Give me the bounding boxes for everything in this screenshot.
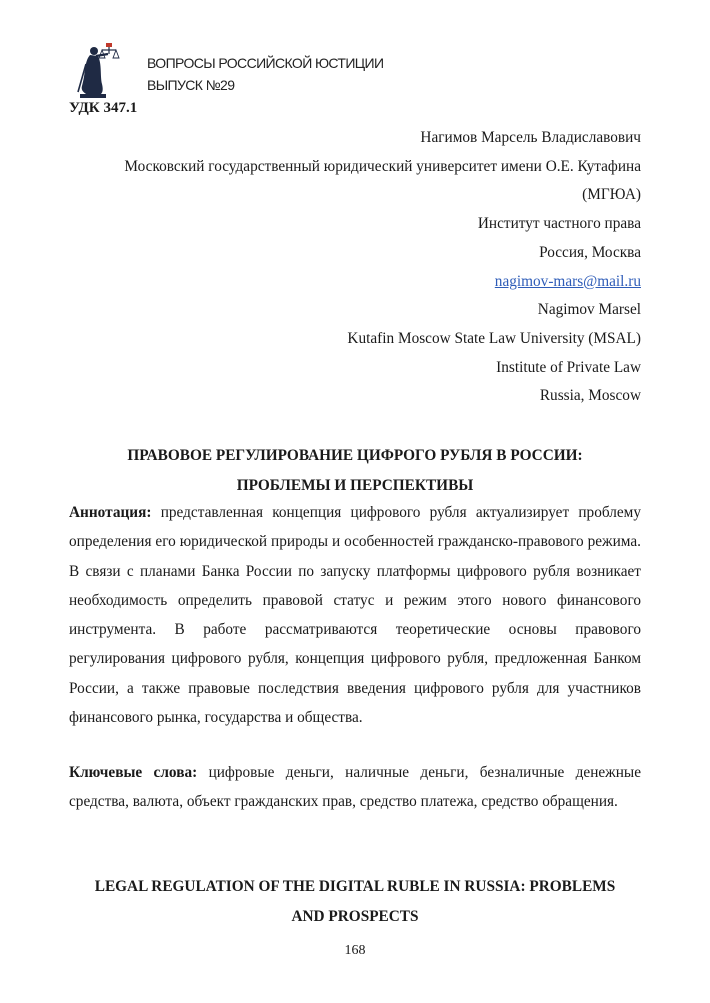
udk-code: УДК 347.1 (69, 100, 138, 116)
university-ru: Московский государственный юридический университет имени О.Е. Кутафина (124, 157, 641, 175)
institute-en: Institute of Private Law (496, 358, 641, 376)
author-name-en: Nagimov Marsel (537, 301, 641, 319)
journal-title: ВОПРОСЫ РОССИЙСКОЙ ЮСТИЦИИ (147, 55, 384, 71)
journal-issue: ВЫПУСК №29 (147, 77, 235, 93)
location-en: Russia, Moscow (539, 387, 641, 405)
abstract-label: Аннотация: (69, 504, 152, 521)
university-ru-abbr: (МГЮА) (582, 186, 641, 204)
author-block (61, 124, 641, 411)
title-en-line2: AND PROSPECTS (291, 907, 419, 925)
keywords-label: Ключевые слова: (69, 764, 198, 781)
author-email-link[interactable]: nagimov-mars@mail.ru (494, 272, 641, 290)
title-ru-line1: ПРАВОВОЕ РЕГУЛИРОВАНИЕ ЦИФРОГО РУБЛЯ В РОССИИ: (127, 447, 583, 464)
institute-ru: Институт частного права (477, 215, 641, 233)
page-number: 168 (344, 943, 366, 958)
article-title-ru (69, 441, 641, 500)
title-en-line1: LEGAL REGULATION OF THE DIGITAL RUBLE IN RUSSIA: PROBLEMS (94, 878, 616, 895)
title-ru-line2: ПРОБЛЕМЫ И ПЕРСПЕКТИВЫ (236, 476, 474, 494)
keywords-text: цифровые деньги, наличные деньги, безналичные денежные средства, валюта, объект гражданских прав, средство платежа, средство обращения. (69, 764, 641, 811)
keywords-paragraph (69, 758, 641, 817)
abstract-text: представленная концепция цифрового рубля актуализирует проблему определения его юридической природы и особенностей гражданско-правового режима. В связи с планами Банка России по запуску платформы цифрового рубля возникает необходимость определить правовой статус и режим этого нового финансового инструмента. В работе рассматриваются теоретические основы правового регулирования цифрового рубля, концепция цифрового рубля, предложенная Банком России, а также правовые последствия введения цифрового рубля для участников финансового рынка, государства и общества. (69, 504, 641, 727)
author-name-ru: Нагимов Марсель Владиславович (420, 129, 641, 146)
themis-justice-icon (72, 42, 124, 100)
article-title-en (69, 872, 641, 931)
location-ru: Россия, Москва (539, 243, 641, 261)
university-en: Kutafin Moscow State Law University (MSAL) (347, 329, 641, 347)
abstract-paragraph (69, 498, 641, 732)
journal-header (147, 52, 383, 96)
